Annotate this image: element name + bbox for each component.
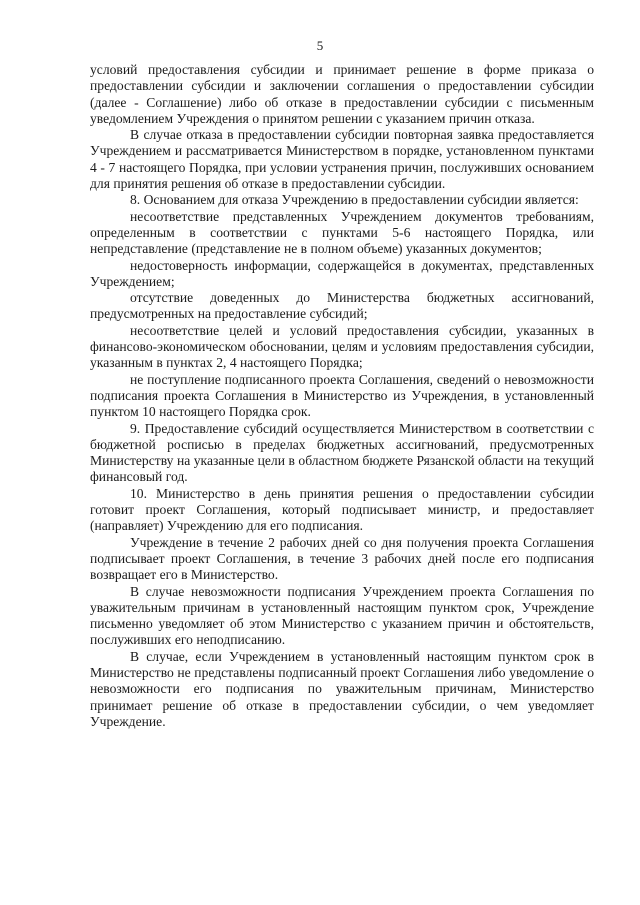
paragraph-continuation: условий предоставления субсидии и принимает решение в форме приказа о предоставлении субсидии и заключении соглашения о предоставлении субсидии (далее - Соглашение) либо об отказе в предоставлении субсидии с письменным уведомлением Учреждения о принятом решении с указанием причин отказа.	[90, 62, 594, 126]
paragraph-ground-not-signed: не поступление подписанного проекта Соглашения, сведений о невозможности подписания проекта Соглашения в Министерство из Учреждения, в установленный пунктом 10 настоящего Порядка срок.	[90, 371, 594, 420]
paragraph-signing-impossible: В случае невозможности подписания Учреждением проекта Соглашения по уважительным причинам в установленный настоящим пунктом срок, Учреждение письменно уведомляет об этом Министерство с указанием причин и обстоятельств, послуживших его неподписанию.	[90, 583, 594, 648]
paragraph-ground-unreliable: недостоверность информации, содержащейся в документах, представленных Учреждением;	[90, 257, 594, 289]
paragraph-ground-documents: несоответствие представленных Учреждением документов требованиям, определенным в соответствии с пунктами 5-6 настоящего Порядка, или непредставление (представление не в полном объеме) указанных документов;	[90, 208, 594, 257]
paragraph-clause-9: 9. Предоставление субсидий осуществляется Министерством в соответствии с бюджетной росписью в пределах бюджетных ассигнований, предусмотренных Министерству на указанные цели в областном бюджете Рязанской области на текущий финансовый год.	[90, 420, 594, 485]
paragraph-clause-10: 10. Министерство в день принятия решения о предоставлении субсидии готовит проект Соглашения, который подписывает министр, и предоставляет (направляет) Учреждению для его подписания.	[90, 485, 594, 534]
paragraph-ground-no-allocations: отсутствие доведенных до Министерства бюджетных ассигнований, предусмотренных на предоставление субсидий;	[90, 290, 594, 322]
page-number: 5	[316, 38, 324, 53]
paragraph-signing-term: Учреждение в течение 2 рабочих дней со дня получения проекта Соглашения подписывает проект Соглашения, в течение 3 рабочих дней после его подписания возвращает его в Министерство.	[90, 534, 594, 583]
paragraph-ground-mismatch: несоответствие целей и условий предоставления субсидии, указанных в финансово-экономическом обосновании, целям и условиям предоставления субсидии, указанным в пунктах 2, 4 настоящего Порядка;	[90, 322, 594, 371]
document-body	[90, 62, 594, 730]
paragraph-clause-8: 8. Основанием для отказа Учреждению в предоставлении субсидии является:	[130, 192, 579, 208]
paragraph-refusal-decision: В случае, если Учреждением в установленный настоящим пунктом срок в Министерство не представлены подписанный проект Соглашения либо уведомление о невозможности его подписания по уважительным причинам, Министерство принимает решение об отказе в предоставлении субсидии, о чем уведомляет Учреждение.	[90, 648, 594, 729]
paragraph-repeat-application: В случае отказа в предоставлении субсидии повторная заявка предоставляется Учреждением и рассматривается Министерством в порядке, установленном пунктами 4 - 7 настоящего Порядка, при условии устранения причин, послуживших основанием для принятия решения об отказе в предоставлении субсидии.	[90, 127, 594, 192]
